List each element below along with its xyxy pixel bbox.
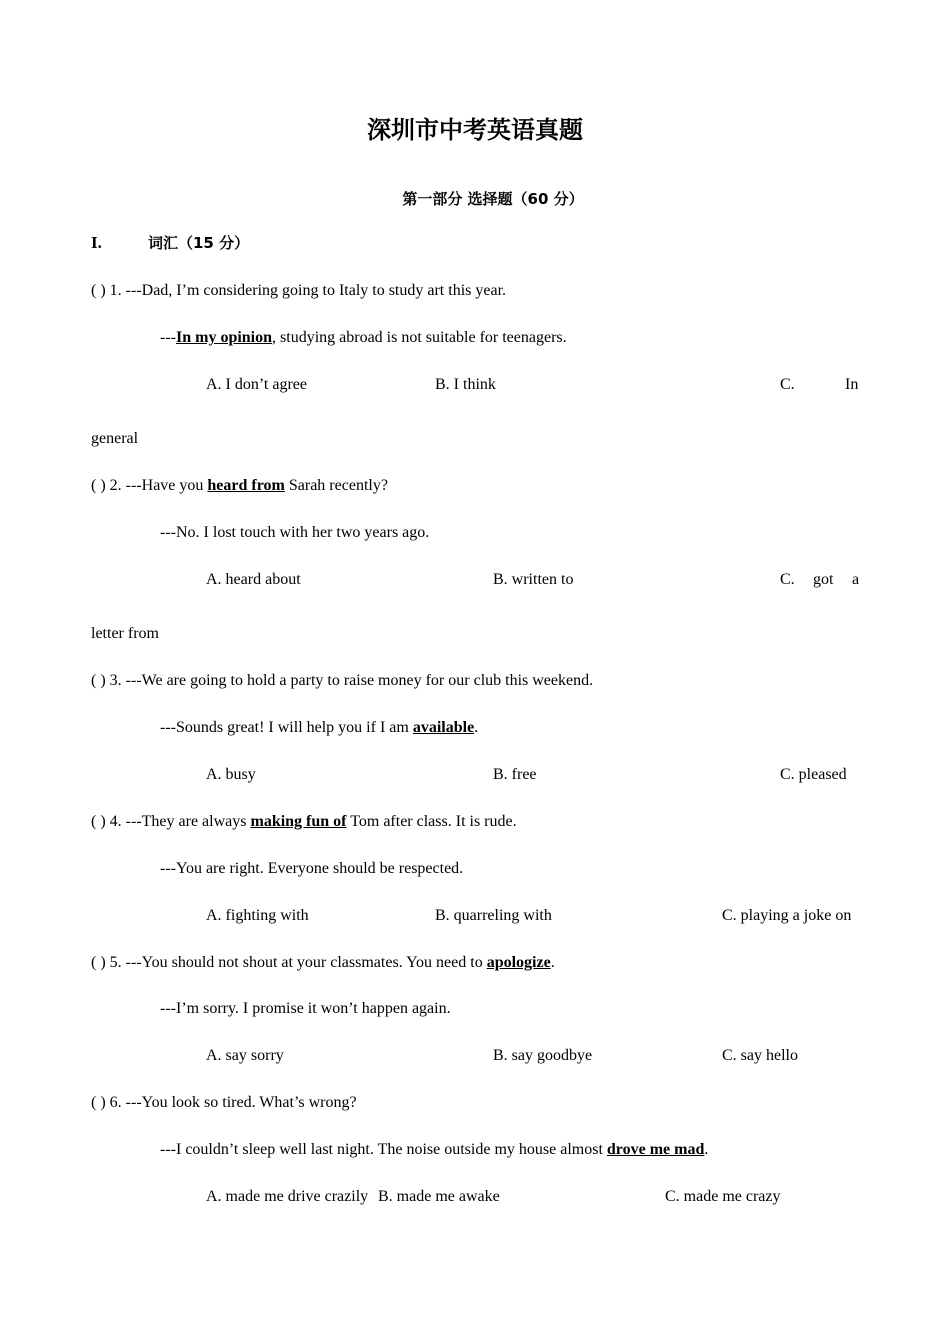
option-b[interactable]: B. made me awake (378, 1188, 500, 1205)
question-1-prompt: ( ) 1. ---Dad, I’m considering going to Italy to study art this year. (91, 282, 507, 299)
option-a[interactable]: A. heard about (206, 571, 301, 588)
page-title: 深圳市中考英语真题 (367, 116, 583, 144)
question-4-prompt (91, 812, 517, 832)
option-c-text: got (813, 571, 834, 588)
prompt-text: . (550, 954, 555, 971)
option-a[interactable]: A. made me drive crazily (206, 1188, 369, 1205)
underlined-phrase: In my opinion (175, 329, 273, 346)
question-3-reply (160, 718, 478, 738)
part-heading: 第一部分 选择题（60 分） (402, 190, 584, 208)
underlined-phrase: making fun of (250, 813, 347, 830)
underlined-phrase: heard from (207, 477, 285, 494)
option-c[interactable]: C. made me crazy (665, 1188, 781, 1205)
option-c-text: a (852, 571, 860, 588)
section-number: I. (91, 233, 102, 252)
prompt-text: ( ) 2. ---Have you (91, 477, 208, 494)
question-4-reply: ---You are right. Everyone should be respected. (160, 860, 464, 877)
question-2-reply: ---No. I lost touch with her two years ago. (160, 524, 430, 541)
reply-text: , studying abroad is not suitable for teenagers. (272, 329, 567, 346)
reply-text: . (704, 1141, 709, 1158)
option-c-text: In (845, 376, 859, 393)
option-a[interactable]: A. I don’t agree (206, 376, 307, 393)
option-b[interactable]: B. free (493, 766, 537, 783)
question-6-reply (160, 1140, 708, 1160)
option-a[interactable]: A. busy (206, 766, 256, 783)
option-a[interactable]: A. fighting with (206, 907, 309, 924)
option-c[interactable]: C. (780, 376, 795, 393)
prompt-text: ( ) 5. ---You should not shout at your classmates. You need to (91, 954, 487, 971)
question-6-prompt: ( ) 6. ---You look so tired. What’s wrong? (91, 1094, 357, 1111)
prompt-text: ( ) 4. ---They are always (91, 813, 251, 830)
option-b[interactable]: B. say goodbye (493, 1047, 593, 1064)
question-3-prompt: ( ) 3. ---We are going to hold a party to raise money for our club this weekend. (91, 672, 594, 689)
option-c[interactable]: C. (780, 571, 795, 588)
option-c-text-wrap: general (91, 430, 139, 447)
underlined-phrase: drove me mad (606, 1141, 705, 1158)
option-b[interactable]: B. written to (493, 571, 574, 588)
question-5-reply: ---I’m sorry. I promise it won’t happen again. (160, 1000, 451, 1017)
option-c[interactable]: C. playing a joke on (722, 907, 852, 924)
section-name: 词汇（15 分） (148, 234, 250, 252)
reply-text: ---I couldn’t sleep well last night. The noise outside my house almost (160, 1141, 607, 1158)
question-1-reply (160, 328, 567, 348)
reply-text: ---Sounds great! I will help you if I am (160, 719, 413, 736)
underlined-phrase: available (412, 719, 475, 736)
reply-text: --- (160, 329, 176, 346)
prompt-text: Sarah recently? (284, 477, 388, 494)
reply-text: . (474, 719, 479, 736)
option-a[interactable]: A. say sorry (206, 1047, 284, 1064)
option-b[interactable]: B. I think (435, 376, 496, 393)
option-c[interactable]: C. pleased (780, 766, 847, 783)
question-2-prompt (91, 476, 388, 496)
question-5-prompt (91, 953, 555, 973)
underlined-phrase: apologize (486, 954, 551, 971)
option-b[interactable]: B. quarreling with (435, 907, 552, 924)
option-c-text-wrap: letter from (91, 625, 159, 642)
prompt-text: Tom after class. It is rude. (346, 813, 517, 830)
option-c[interactable]: C. say hello (722, 1047, 798, 1064)
